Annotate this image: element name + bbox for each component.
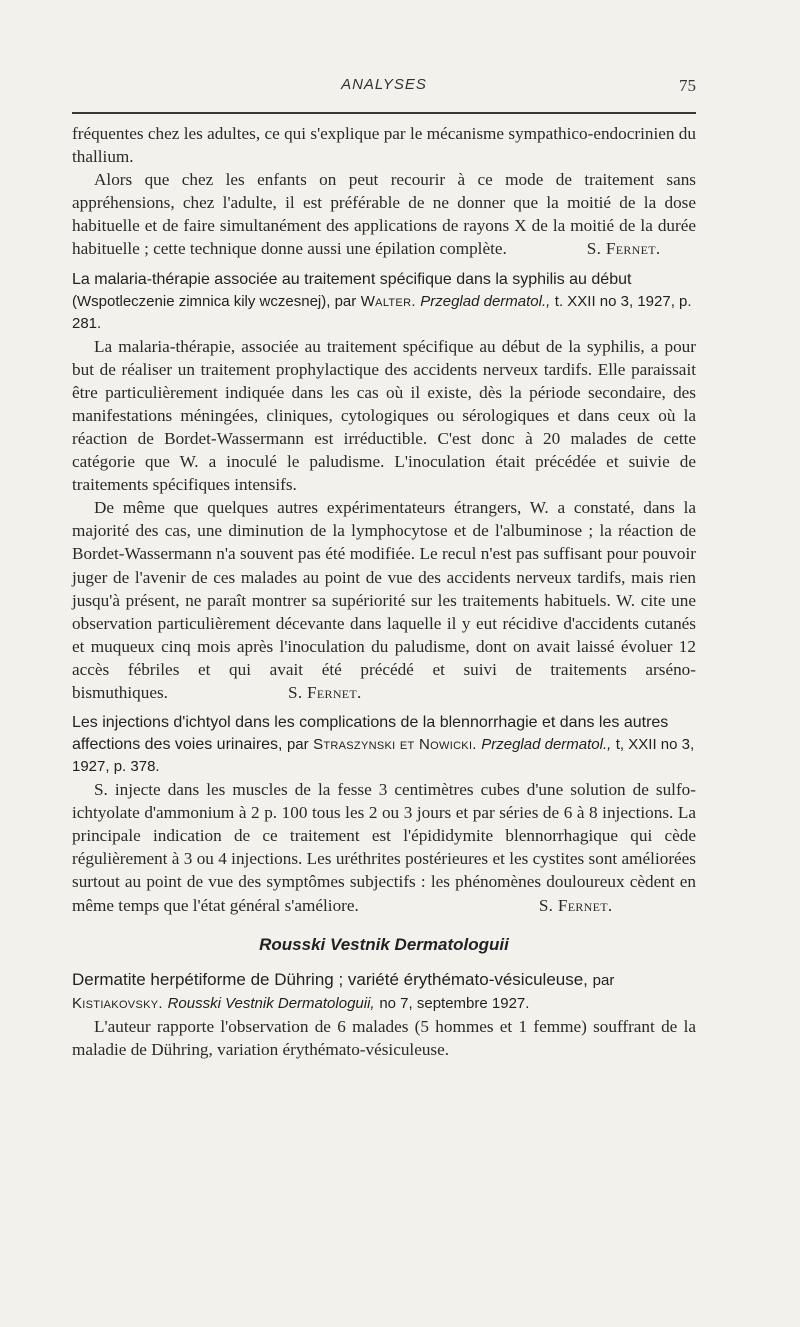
citation-plain: par — [286, 736, 309, 754]
paragraph-text: Alors que chez les enfants on peut recourir à ce mode de traitement sans appréhensions, chez l'adulte, il est préférable de ne donner que la moitié de la dose habituelle et de faire simultanément des applications de rayons X de la moitié de la durée habituelle ; cette technique donne aussi une épilation complète. — [72, 170, 696, 259]
citation-author: Walter. — [360, 292, 416, 310]
article-malaria-therapie — [72, 269, 696, 705]
paragraph: L'auteur rapporte l'observation de 6 malades (5 hommes et 1 femme) souffrant de la maladie de Dühring, variation érythémato-vésiculeuse. — [72, 1016, 696, 1059]
page-content — [72, 122, 696, 1061]
citation-plain: (Wspotleczenie zimnica kily wczesnej), par — [72, 292, 357, 310]
page-number: 75 — [679, 76, 696, 95]
citation-journal: Rousski Vestnik Dermatologuii, — [167, 994, 375, 1012]
citation-reference: no 7, septembre 1927. — [379, 994, 530, 1012]
article-title-text: Dermatite herpétiforme de Dühring ; variété érythémato-vésiculeuse, — [72, 969, 588, 989]
signature: S. Fernet. — [287, 682, 362, 702]
signature: S. Fernet. — [538, 895, 613, 915]
section-heading: Rousski Vestnik Dermatologuii — [259, 934, 509, 954]
paragraph — [72, 168, 696, 260]
article-title — [72, 712, 696, 778]
page-header — [72, 76, 696, 100]
running-head: ANALYSES — [341, 76, 427, 93]
citation-author: Straszynski et Nowicki. — [313, 736, 477, 754]
citation-plain: par — [592, 971, 615, 989]
signature: S. Fernet. — [586, 239, 661, 259]
header-rule — [72, 112, 696, 114]
paragraph — [72, 778, 696, 917]
paragraph — [72, 496, 696, 704]
paragraph-text: De même que quelques autres expérimentateurs étrangers, W. a constaté, dans la majorité des cas, une diminution de la lymphocytose et de l'albuminose ; la réaction de Bordet-Wassermann n'a souvent pas été modifiée. Le recul n'est pas suffisant pour pouvoir juger de l'avenir de ces malades au point de vue des accidents nerveux tardifs, mais rien jusqu'à présent, ne paraît montrer sa supériorité sur les traitements habituels. W. cite une observation particulièrement décevante dans laquelle il y eut récidive d'accidents cutanés et muqueux cinq mois après l'inoculation du paludisme, dont on avait laissé évoluer 12 accès fébriles et qui avait été précédé et suivi de traitements arséno-bismuthiques. — [72, 498, 696, 702]
article-title — [72, 969, 696, 1015]
article-ichtyol — [72, 712, 696, 917]
article-title-text: Les injections d'ichtyol dans les complications de la blennorrhagie et dans les autres affections des voies urinaires, — [72, 714, 669, 754]
paragraph: La malaria-thérapie, associée au traitement spécifique au début de la syphilis, a pour but de réaliser un traitement prophylactique des accidents nerveux tardifs. Elle paraissait être particulièrement indiquée dans les cas où il existe, dès la période secondaire, des manifestations méningées, cliniques, cytologiques ou sérologiques et dans ceux où la réaction de Bordet-Wassermann est irréductible. C'est donc à 20 malades de cette catégorie que W. a inoculé le paludisme. L'inoculation était précédée et suivie de traitements spécifiques intensifs. — [72, 336, 696, 495]
article-title — [72, 269, 696, 335]
article-duhring — [72, 969, 696, 1061]
citation-reference: t, XXII no 3, 1927, p. 378. — [72, 736, 695, 776]
paragraph-text: S. injecte dans les muscles de la fesse 3 centimètres cubes d'une solution de sulfo-ichtyolate d'ammonium à 2 p. 100 tous les 2 ou 3 jours et par séries de 6 à 8 injections. La principale indication de ce traitement est l'épididymite blennorrhagique qui cède régulièrement à 3 ou 4 injections. Les uréthrites postérieures et les cystites sont améliorées surtout au point de vue des symptômes subjectifs : les phénomènes douloureux cèdent en même temps que l'état général s'améliore. — [72, 780, 696, 915]
article-title-text: La malaria-thérapie associée au traitement spécifique dans la syphilis au début — [72, 270, 632, 288]
citation-journal: Przeglad dermatol., — [420, 292, 551, 310]
article-thallium — [72, 122, 696, 261]
paragraph: fréquentes chez les adultes, ce qui s'explique par le mécanisme sympathico-endocrinien du thallium. — [72, 124, 696, 167]
citation-reference: t. XXII no 3, 1927, p. 281. — [72, 292, 692, 332]
citation-author: Kistiakovsky. — [72, 994, 163, 1012]
citation-journal: Przeglad dermatol., — [481, 736, 612, 754]
